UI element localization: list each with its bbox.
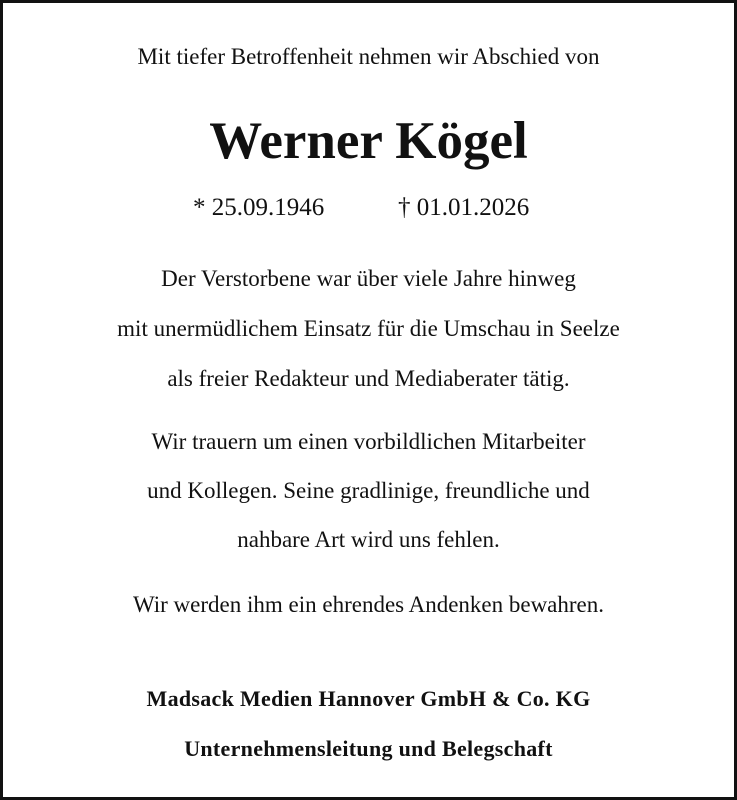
paragraph-line: Wir trauern um einen vorbildlichen Mitarbeiter	[151, 429, 586, 454]
paragraph-line: mit unermüdlichem Einsatz für die Umschau in Seelze	[117, 316, 620, 341]
deceased-name: Werner Kögel	[209, 112, 528, 170]
paragraph-line: nahbare Art wird uns fehlen.	[237, 527, 500, 552]
intro-text: Mit tiefer Betroffenheit nehmen wir Abschied von	[137, 44, 600, 69]
closing-line: Wir werden ihm ein ehrendes Andenken bewahren.	[132, 592, 605, 617]
birth-date: * 25.09.1946	[193, 194, 325, 221]
company-name: Madsack Medien Hannover GmbH & Co. KG	[146, 686, 591, 711]
paragraph-line: als freier Redakteur und Mediaberater tätig.	[167, 366, 570, 391]
death-date: † 01.01.2026	[398, 194, 530, 221]
paragraph-line: und Kollegen. Seine gradlinige, freundliche und	[147, 478, 590, 503]
signature-line: Unternehmensleitung und Belegschaft	[184, 736, 553, 761]
paragraph-line: Der Verstorbene war über viele Jahre hinweg	[161, 266, 576, 291]
